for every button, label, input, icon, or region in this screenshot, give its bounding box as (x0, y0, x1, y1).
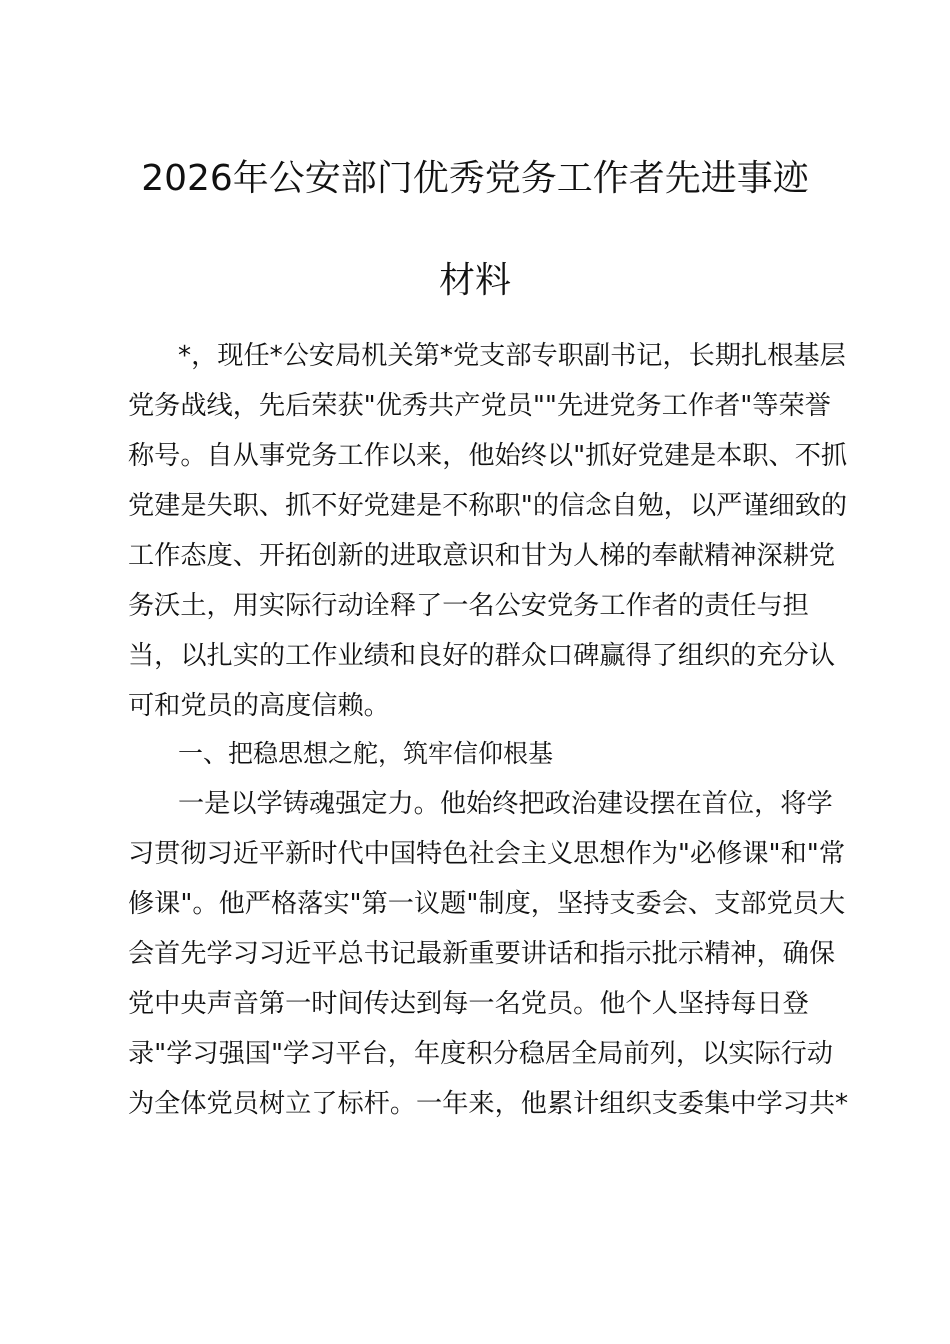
paragraph-line: 务沃土，用实际行动诠释了一名公安党务工作者的责任与担 (128, 591, 809, 621)
paragraph-line: 当，以扎实的工作业绩和良好的群众口碑赢得了组织的充分认 (128, 641, 836, 671)
paragraph-line: 为全体党员树立了标杆。一年来，他累计组织支委集中学习共* (128, 1089, 849, 1119)
paragraph-line: 称号。自从事党务工作以来，他始终以"抓好党建是本职、不抓 (128, 441, 848, 471)
paragraph-line: 一是以学铸魂强定力。他始终把政治建设摆在首位，将学 (178, 789, 833, 819)
paragraph-line: 党中央声音第一时间传达到每一名党员。他个人坚持每日登 (128, 989, 809, 1019)
document-title-line-1: 2026年公安部门优秀党务工作者先进事迹 (141, 158, 809, 199)
paragraph-line: 习贯彻习近平新时代中国特色社会主义思想作为"必修课"和"常 (128, 839, 846, 869)
paragraph-line: 可和党员的高度信赖。 (128, 691, 390, 721)
paragraph-line: *，现任*公安局机关第*党支部专职副书记，长期扎根基层 (178, 341, 846, 371)
paragraph-line: 党务战线，先后荣获"优秀共产党员""先进党务工作者"等荣誉 (128, 391, 831, 421)
paragraph-line: 会首先学习习近平总书记最新重要讲话和指示批示精神，确保 (128, 939, 836, 969)
paragraph-line: 工作态度、开拓创新的进取意识和甘为人梯的奉献精神深耕党 (128, 541, 836, 571)
paragraph-line: 党建是失职、抓不好党建是不称职"的信念自勉，以严谨细致的 (128, 491, 848, 521)
document-title-line-2: 材料 (438, 260, 511, 301)
paragraph-line: 修课"。他严格落实"第一议题"制度，坚持支委会、支部党员大 (128, 889, 846, 919)
paragraph-line: 录"学习强国"学习平台，年度积分稳居全局前列，以实际行动 (128, 1039, 833, 1069)
section-heading: 一、把稳思想之舵，筑牢信仰根基 (178, 739, 554, 768)
